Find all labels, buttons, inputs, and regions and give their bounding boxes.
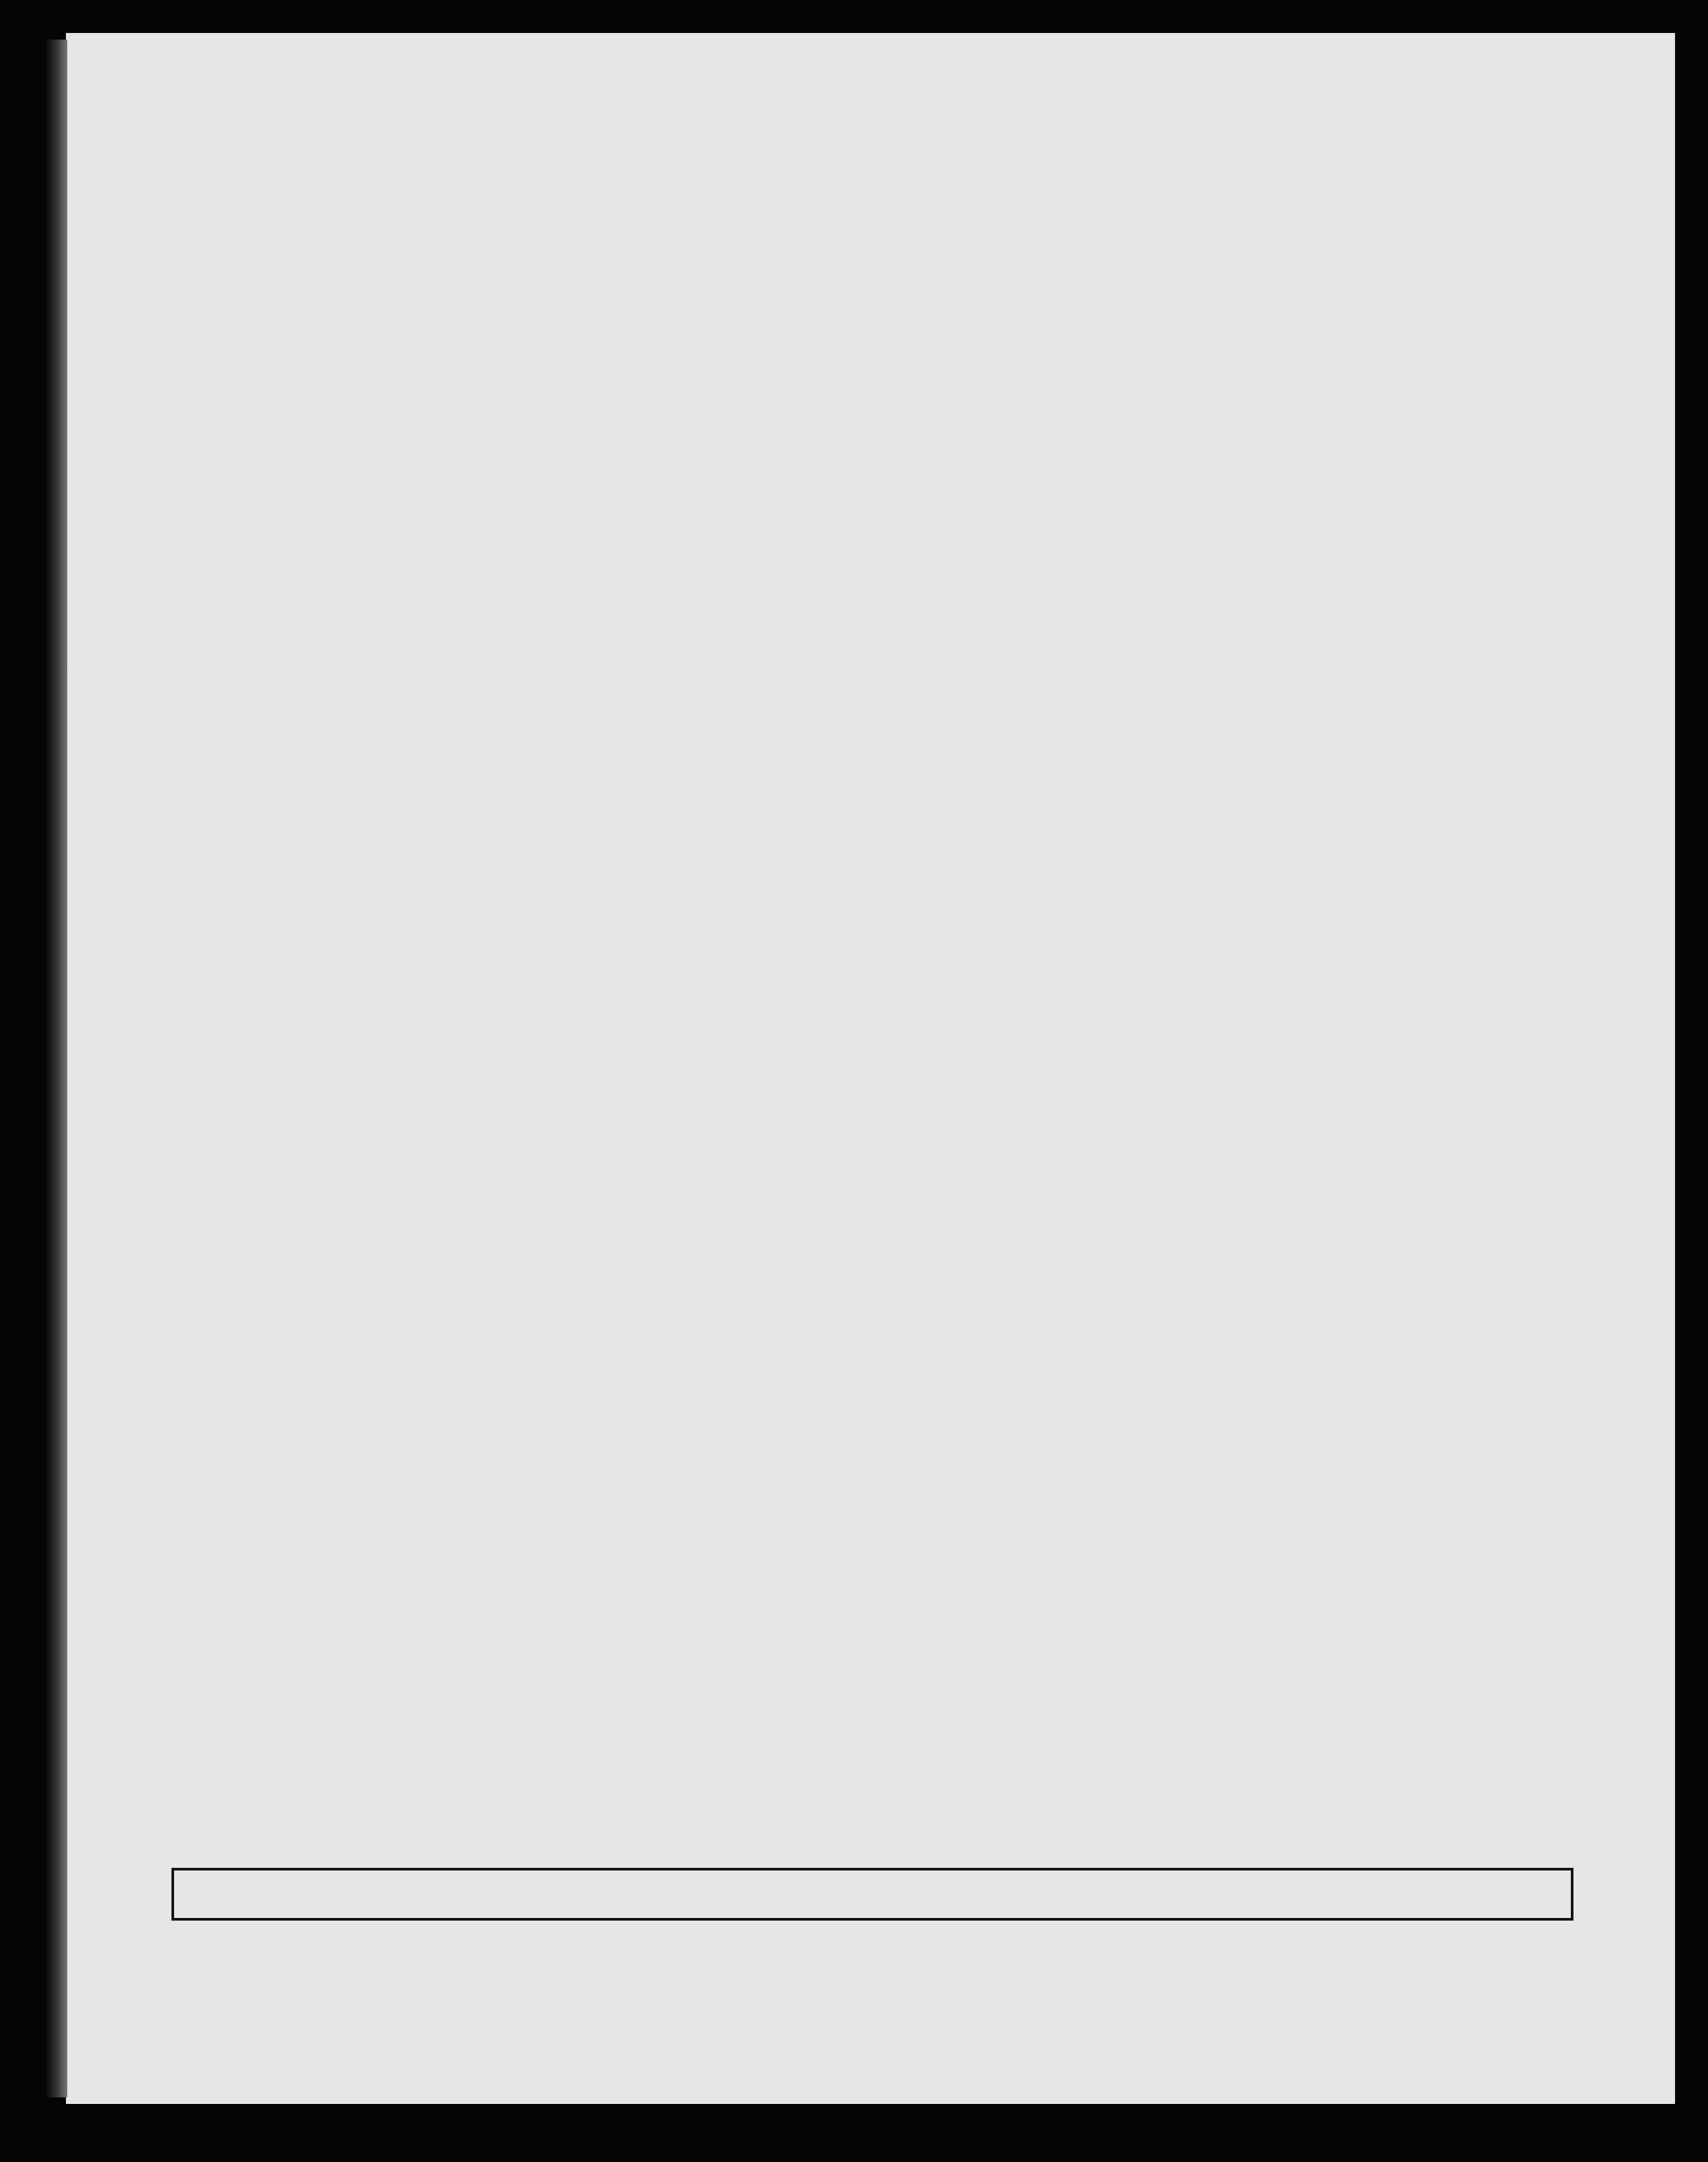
reduction-ratio-strip — [171, 1868, 1573, 1921]
reduction-ratio-section — [171, 1807, 1675, 1954]
binding-shadow — [46, 40, 67, 2097]
document-page — [66, 33, 1675, 2104]
ratio-bottom-labels — [171, 1921, 1675, 1954]
ratio-top-labels — [171, 1835, 1675, 1868]
right-column — [917, 221, 1639, 246]
left-column — [165, 221, 828, 246]
